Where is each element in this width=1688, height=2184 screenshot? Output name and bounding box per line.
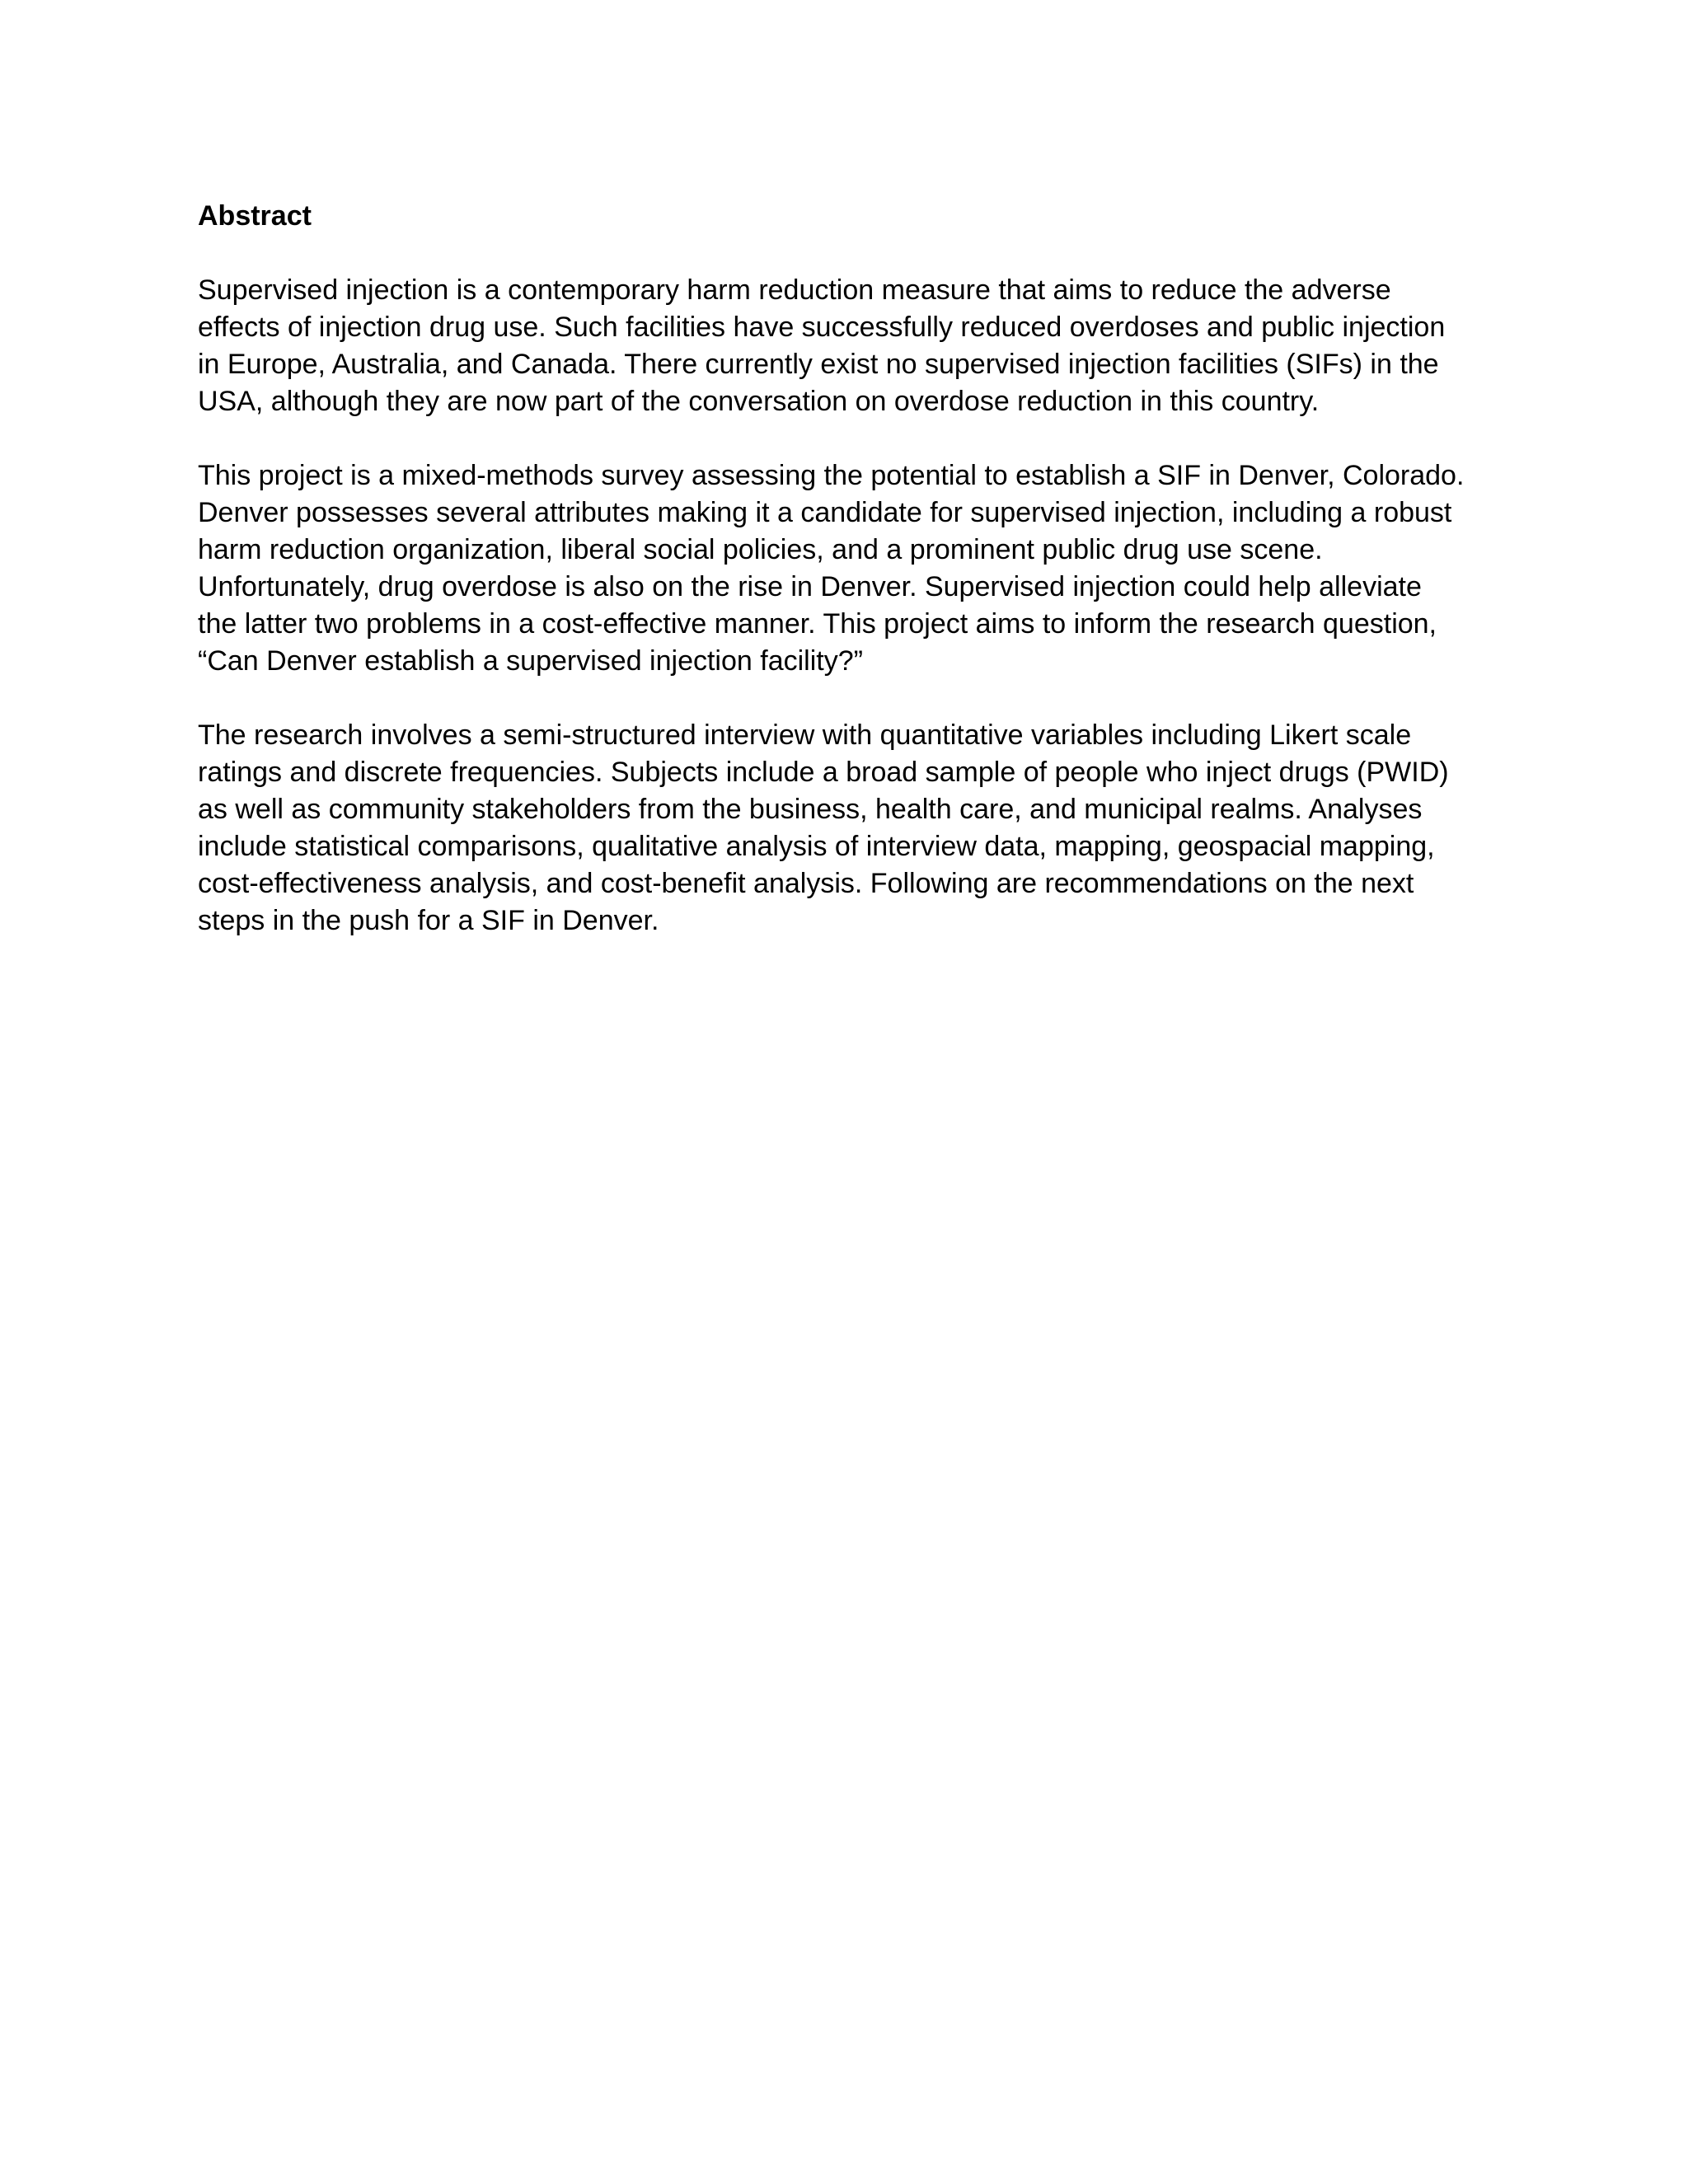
abstract-paragraph-3 — [198, 717, 1500, 940]
paragraph-line: “Can Denver establish a supervised injection facility?” — [198, 645, 863, 677]
paragraph-line: steps in the push for a SIF in Denver. — [198, 905, 659, 936]
abstract-paragraph-1 — [198, 272, 1500, 420]
abstract-section — [198, 198, 1500, 940]
paragraph-line: as well as community stakeholders from the business, health care, and municipal realms. Analyses — [198, 794, 1423, 825]
abstract-heading: Abstract — [198, 200, 312, 232]
paragraph-line: The research involves a semi-structured interview with quantitative variables including Likert scale — [198, 719, 1412, 751]
paragraph-line: include statistical comparisons, qualitative analysis of interview data, mapping, geospacial mapping, — [198, 831, 1435, 862]
paragraph-line: Supervised injection is a contemporary harm reduction measure that aims to reduce the adverse — [198, 274, 1391, 306]
paragraph-line: This project is a mixed-methods survey assessing the potential to establish a SIF in Denver, Colorado. — [198, 460, 1465, 491]
abstract-paragraph-2 — [198, 457, 1500, 680]
paragraph-line: USA, although they are now part of the conversation on overdose reduction in this country. — [198, 386, 1320, 417]
paragraph-line: in Europe, Australia, and Canada. There currently exist no supervised injection facilities (SIFs) in the — [198, 349, 1439, 380]
paragraph-line: Denver possesses several attributes making it a candidate for supervised injection, including a robust — [198, 497, 1452, 528]
paragraph-line: Unfortunately, drug overdose is also on the rise in Denver. Supervised injection could help alleviate — [198, 571, 1422, 602]
paragraph-line: effects of injection drug use. Such facilities have successfully reduced overdoses and public injection — [198, 312, 1446, 343]
paragraph-line: cost-effectiveness analysis, and cost-benefit analysis. Following are recommendations on the next — [198, 868, 1414, 899]
paragraph-line: ratings and discrete frequencies. Subjects include a broad sample of people who inject drugs (PWID) — [198, 757, 1449, 788]
paragraph-line: the latter two problems in a cost-effective manner. This project aims to inform the research question, — [198, 608, 1437, 640]
paragraph-line: harm reduction organization, liberal social policies, and a prominent public drug use scene. — [198, 534, 1323, 565]
